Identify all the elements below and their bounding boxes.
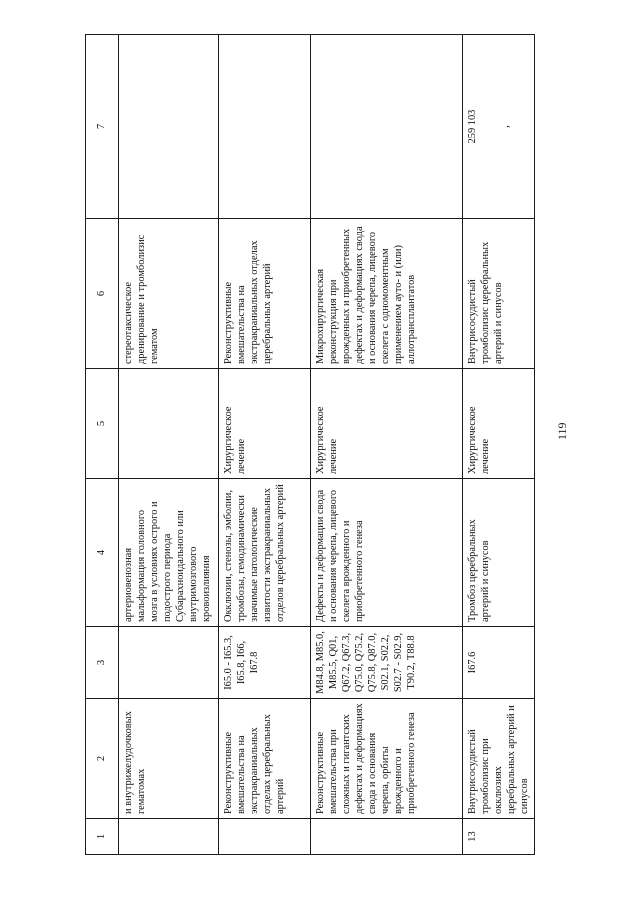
table-row bbox=[119, 35, 219, 855]
price-mark: , bbox=[497, 125, 511, 128]
diagnosis-cell: Дефекты и деформации свода и основания черепа, лицевого скелета врожденного и приобретенного генеза bbox=[311, 479, 463, 627]
diagnosis-cell: Тромбоз церебральных артерий и синусов bbox=[463, 479, 535, 627]
icd-code-cell: I67.6 bbox=[463, 627, 535, 699]
price-value: 259 103 bbox=[467, 109, 478, 144]
rotated-table-container bbox=[85, 35, 530, 855]
price-cell bbox=[311, 35, 463, 219]
method-cell: Реконструктивные вмешательства на экстракраниальных отделах церебральных артерий bbox=[219, 219, 311, 369]
price-cell bbox=[119, 35, 219, 219]
treatment-type-cell: Хирургическое лечение bbox=[311, 369, 463, 479]
price-cell bbox=[219, 35, 311, 219]
row-number-cell bbox=[119, 819, 219, 855]
method-cell: Внутрисосудистый тромболизис церебральных артерий и синусов bbox=[463, 219, 535, 369]
icd-code-cell: I65.0 - I65.3, I65.8, I66, I67.8 bbox=[219, 627, 311, 699]
diagnosis-cell: Окклюзии, стенозы, эмболии, тромбозы, гемодинамически значимые патологические извитости экстракраниальных отделов церебральных артерий bbox=[219, 479, 311, 627]
treatment-type-cell bbox=[119, 369, 219, 479]
method-cell: Микрохирургическая реконструкция при врожденных и приобретенных дефектах и деформациях свода и основания черепа, лицевого скелета с одномоментным применением ауто- и (или) аллотрансплантатов bbox=[311, 219, 463, 369]
header-cell-5: 5 bbox=[86, 369, 119, 479]
price-cell bbox=[463, 35, 535, 219]
header-cell-7: 7 bbox=[86, 35, 119, 219]
table-row bbox=[463, 35, 535, 855]
icd-code-cell: M84.8, M85.0, M85.5, Q01, Q67.2, Q67.3, Q75.0, Q75.2, Q75.8, Q87.0, S02.1, S02.2, S02.7 - S02.9, T90.2, T88.8 bbox=[311, 627, 463, 699]
row-number-cell bbox=[219, 819, 311, 855]
diagnosis-cell: артериовенозная мальформация головного мозга в условиях острого и подострого периода Субарахноидального или внутримозгового кровоизлияния bbox=[119, 479, 219, 627]
header-cell-6: 6 bbox=[86, 219, 119, 369]
row-number-cell bbox=[311, 819, 463, 855]
header-cell-2: 2 bbox=[86, 699, 119, 819]
profile-cell: Реконструктивные вмешательства на экстракраниальных отделах церебральных артерий bbox=[219, 699, 311, 819]
table-row bbox=[219, 35, 311, 855]
treatment-type-cell: Хирургическое лечение bbox=[219, 369, 311, 479]
profile-cell: Внутрисосудистый тромболизис при окклюзиях церебральных артерий и синусов bbox=[463, 699, 535, 819]
page-number: 119 bbox=[555, 422, 569, 440]
header-cell-4: 4 bbox=[86, 479, 119, 627]
profile-cell: и внутрижелудочковых гематомах bbox=[119, 699, 219, 819]
treatment-type-cell: Хирургическое лечение bbox=[463, 369, 535, 479]
header-cell-3: 3 bbox=[86, 627, 119, 699]
icd-code-cell bbox=[119, 627, 219, 699]
table-header-row bbox=[86, 35, 119, 855]
table-row bbox=[311, 35, 463, 855]
row-number-cell: 13 bbox=[463, 819, 535, 855]
header-cell-1: 1 bbox=[86, 819, 119, 855]
method-cell: стереотаксическое дренирование и тромболизис гематом bbox=[119, 219, 219, 369]
treatment-table bbox=[85, 34, 535, 855]
profile-cell: Реконструктивные вмешательства при сложных и гигантских дефектах и деформациях свода и основания черепа, орбиты врожденного и приобретенного генеза bbox=[311, 699, 463, 819]
